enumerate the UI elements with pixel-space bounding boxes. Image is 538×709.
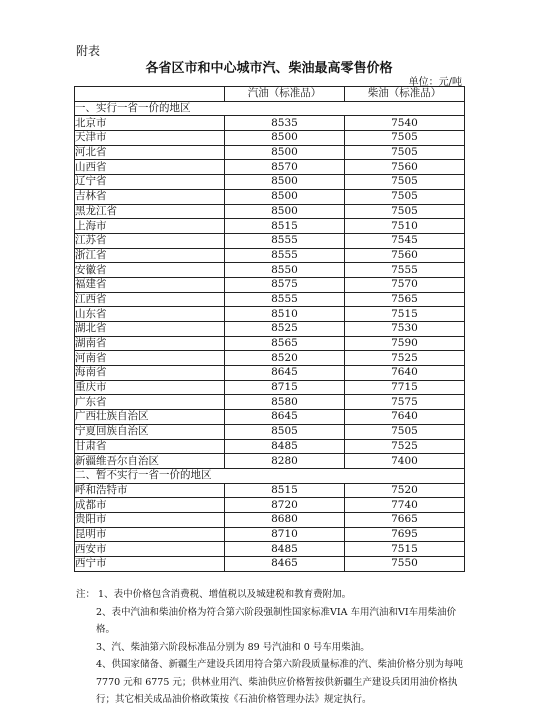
note-2: 2、表中汽油和柴油价格为符合第六阶段强制性国家标准VIA 车用汽油和VI车用柴油价格。 <box>96 606 457 635</box>
region-name-cell: 山东省 <box>75 307 225 322</box>
table-row <box>75 542 465 557</box>
gasoline-price-cell: 8570 <box>225 160 345 175</box>
diesel-price-cell: 7520 <box>345 483 465 498</box>
table-row <box>75 380 465 395</box>
region-name-cell: 湖南省 <box>75 336 225 351</box>
gasoline-price-cell: 8680 <box>225 512 345 527</box>
gasoline-price-cell: 8710 <box>225 527 345 542</box>
table-row <box>75 116 465 131</box>
gasoline-price-cell: 8565 <box>225 336 345 351</box>
table-row <box>75 175 465 190</box>
diesel-price-cell: 7505 <box>345 189 465 204</box>
gasoline-price-cell: 8555 <box>225 292 345 307</box>
note-1: 注： 1、表中价格包含消费税、增值税以及城建税和教育费附加。 <box>76 589 352 600</box>
region-name-cell: 甘肃省 <box>75 439 225 454</box>
table-row <box>75 527 465 542</box>
diesel-price-cell: 7555 <box>345 263 465 278</box>
table-row <box>75 498 465 513</box>
gasoline-price-cell: 8555 <box>225 233 345 248</box>
gasoline-price-cell: 8555 <box>225 248 345 263</box>
gasoline-price-cell: 8500 <box>225 189 345 204</box>
region-name-cell: 海南省 <box>75 366 225 381</box>
header-cell-gasoline: 汽油（标准品） <box>225 87 345 102</box>
diesel-price-cell: 7560 <box>345 248 465 263</box>
gasoline-price-cell: 8505 <box>225 424 345 439</box>
price-table <box>74 86 465 572</box>
region-name-cell: 重庆市 <box>75 380 225 395</box>
gasoline-price-cell: 8580 <box>225 395 345 410</box>
table-header-row <box>75 87 465 102</box>
gasoline-price-cell: 8550 <box>225 263 345 278</box>
diesel-price-cell: 7640 <box>345 410 465 425</box>
region-name-cell: 福建省 <box>75 277 225 292</box>
section-row <box>75 468 465 483</box>
gasoline-price-cell: 8515 <box>225 219 345 234</box>
diesel-price-cell: 7505 <box>345 204 465 219</box>
region-name-cell: 西宁市 <box>75 557 225 572</box>
gasoline-price-cell: 8520 <box>225 351 345 366</box>
diesel-price-cell: 7665 <box>345 512 465 527</box>
region-name-cell: 安徽省 <box>75 263 225 278</box>
region-name-cell: 宁夏回族自治区 <box>75 424 225 439</box>
table-row <box>75 131 465 146</box>
table-row <box>75 410 465 425</box>
region-name-cell: 贵阳市 <box>75 512 225 527</box>
diesel-price-cell: 7515 <box>345 307 465 322</box>
gasoline-price-cell: 8485 <box>225 542 345 557</box>
diesel-price-cell: 7640 <box>345 366 465 381</box>
diesel-price-cell: 7565 <box>345 292 465 307</box>
notes <box>76 586 471 709</box>
region-name-cell: 北京市 <box>75 116 225 131</box>
section-title: 二、暂不实行一省一价的地区 <box>75 468 465 483</box>
diesel-price-cell: 7575 <box>345 395 465 410</box>
diesel-price-cell: 7525 <box>345 351 465 366</box>
gasoline-price-cell: 8720 <box>225 498 345 513</box>
table-row <box>75 424 465 439</box>
table-row <box>75 292 465 307</box>
diesel-price-cell: 7515 <box>345 542 465 557</box>
table-row <box>75 336 465 351</box>
diesel-price-cell: 7400 <box>345 454 465 469</box>
unit-label: 单位：元/吨 <box>408 77 462 88</box>
region-name-cell: 黑龙江省 <box>75 204 225 219</box>
gasoline-price-cell: 8575 <box>225 277 345 292</box>
region-name-cell: 上海市 <box>75 219 225 234</box>
diesel-price-cell: 7740 <box>345 498 465 513</box>
gasoline-price-cell: 8515 <box>225 483 345 498</box>
gasoline-price-cell: 8645 <box>225 410 345 425</box>
region-name-cell: 湖北省 <box>75 322 225 337</box>
gasoline-price-cell: 8645 <box>225 366 345 381</box>
price-table-body <box>75 87 465 572</box>
region-name-cell: 新疆维吾尔自治区 <box>75 454 225 469</box>
table-row <box>75 395 465 410</box>
gasoline-price-cell: 8280 <box>225 454 345 469</box>
region-name-cell: 天津市 <box>75 131 225 146</box>
gasoline-price-cell: 8535 <box>225 116 345 131</box>
gasoline-price-cell: 8500 <box>225 131 345 146</box>
table-row <box>75 204 465 219</box>
table-row <box>75 145 465 160</box>
table-row <box>75 322 465 337</box>
header-cell-region <box>75 87 225 102</box>
table-row <box>75 263 465 278</box>
region-name-cell: 河北省 <box>75 145 225 160</box>
diesel-price-cell: 7560 <box>345 160 465 175</box>
region-name-cell: 江苏省 <box>75 233 225 248</box>
region-name-cell: 昆明市 <box>75 527 225 542</box>
table-row <box>75 277 465 292</box>
diesel-price-cell: 7540 <box>345 116 465 131</box>
diesel-price-cell: 7505 <box>345 175 465 190</box>
note-3: 3、汽、柴油第六阶段标准品分别为 89 号汽油和 0 号车用柴油。 <box>96 641 370 653</box>
diesel-price-cell: 7525 <box>345 439 465 454</box>
diesel-price-cell: 7510 <box>345 219 465 234</box>
diesel-price-cell: 7505 <box>345 131 465 146</box>
gasoline-price-cell: 8465 <box>225 557 345 572</box>
table-row <box>75 219 465 234</box>
gasoline-price-cell: 8485 <box>225 439 345 454</box>
appendix-label: 附表 <box>76 44 101 58</box>
region-name-cell: 呼和浩特市 <box>75 483 225 498</box>
table-row <box>75 366 465 381</box>
diesel-price-cell: 7695 <box>345 527 465 542</box>
region-name-cell: 江西省 <box>75 292 225 307</box>
region-name-cell: 西安市 <box>75 542 225 557</box>
section-row <box>75 101 465 116</box>
region-name-cell: 吉林省 <box>75 189 225 204</box>
table-row <box>75 483 465 498</box>
diesel-price-cell: 7545 <box>345 233 465 248</box>
diesel-price-cell: 7505 <box>345 424 465 439</box>
diesel-price-cell: 7570 <box>345 277 465 292</box>
document-title: 各省区市和中心城市汽、柴油最高零售价格 <box>145 61 393 76</box>
gasoline-price-cell: 8510 <box>225 307 345 322</box>
table-row <box>75 189 465 204</box>
section-title: 一、实行一省一价的地区 <box>75 101 465 116</box>
table-row <box>75 233 465 248</box>
gasoline-price-cell: 8500 <box>225 204 345 219</box>
diesel-price-cell: 7530 <box>345 322 465 337</box>
gasoline-price-cell: 8500 <box>225 145 345 160</box>
region-name-cell: 山西省 <box>75 160 225 175</box>
table-row <box>75 512 465 527</box>
region-name-cell: 河南省 <box>75 351 225 366</box>
table-row <box>75 307 465 322</box>
table-row <box>75 160 465 175</box>
table-row <box>75 248 465 263</box>
table-row <box>75 351 465 366</box>
diesel-price-cell: 7715 <box>345 380 465 395</box>
region-name-cell: 广东省 <box>75 395 225 410</box>
region-name-cell: 浙江省 <box>75 248 225 263</box>
table-row <box>75 454 465 469</box>
region-name-cell: 辽宁省 <box>75 175 225 190</box>
table-row <box>75 557 465 572</box>
gasoline-price-cell: 8715 <box>225 380 345 395</box>
diesel-price-cell: 7550 <box>345 557 465 572</box>
diesel-price-cell: 7590 <box>345 336 465 351</box>
note-4: 4、供国家储备、新疆生产建设兵团用符合第六阶段质量标准的汽、柴油价格分别为每吨 7770 元和 6775 元；供林业用汽、柴油供应价格暂按供新疆生产建设兵团用油价格执行；其它相关成品油价格政策按《石油价格管理办法》规定执行。 <box>96 659 464 705</box>
diesel-price-cell: 7505 <box>345 145 465 160</box>
region-name-cell: 成都市 <box>75 498 225 513</box>
header-cell-diesel: 柴油（标准品） <box>345 87 465 102</box>
gasoline-price-cell: 8500 <box>225 175 345 190</box>
region-name-cell: 广西壮族自治区 <box>75 410 225 425</box>
table-row <box>75 439 465 454</box>
gasoline-price-cell: 8525 <box>225 322 345 337</box>
